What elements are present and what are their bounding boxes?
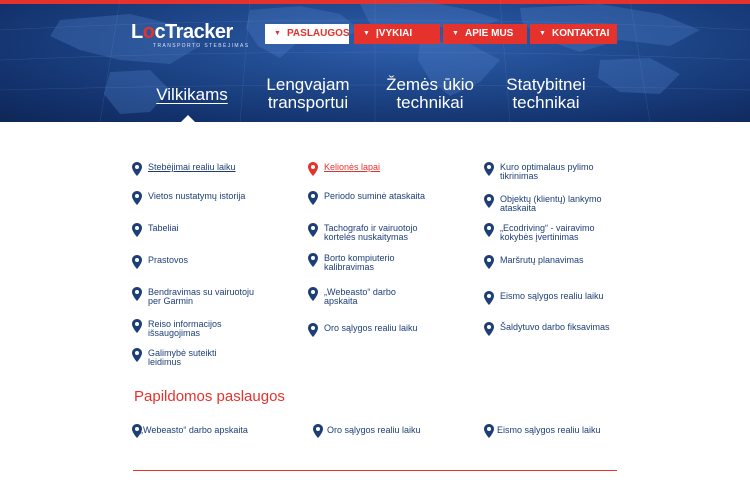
service-label: Kelionės lapai [324, 162, 381, 172]
category-label-line1: Statybitnei [506, 75, 586, 94]
nav-button-ivykiai[interactable] [354, 24, 440, 44]
service-label: Borto kompiuterio kalibravimas [324, 253, 395, 272]
additional-services-title: Papildomos paslaugos [134, 388, 285, 405]
header-banner [0, 0, 750, 122]
service-label: Galimybė suteikti leidimus [148, 348, 217, 367]
category-tab-lengvajam-transportui[interactable] [258, 76, 358, 112]
service-label: Maršrutų planavimas [500, 255, 584, 265]
service-label: Vietos nustatymų istorija [148, 191, 246, 201]
category-tab-vilkikams[interactable] [150, 86, 234, 104]
nav-button-paslaugos[interactable] [265, 24, 349, 44]
chevron-down-icon: ▼ [274, 30, 281, 37]
service-label: Reiso informacijos išsaugojimas [148, 319, 222, 338]
service-label: Objektų (klientų) lankymo ataskaita [500, 194, 602, 213]
service-label: Kuro optimalaus pylimo tikrinimas [500, 162, 594, 181]
additional-service-label: „Webeasto“ darbo apskaita [140, 425, 248, 435]
service-label: „Ecodriving“ - vairavimo kokybės įvertinimas [500, 223, 595, 242]
nav-label: PASLAUGOS [287, 28, 350, 39]
location-pin-icon [308, 253, 318, 267]
location-pin-icon [132, 162, 142, 176]
chevron-down-icon: ▼ [539, 30, 546, 37]
service-label: Šaldytuvo darbo fiksavimas [500, 322, 610, 332]
chevron-down-icon: ▼ [363, 30, 370, 37]
service-label: Tachografo ir vairuotojo kortelės nuskaitymas [324, 223, 418, 242]
category-tab-zemes-ukio-technikai[interactable] [380, 76, 480, 112]
location-pin-icon [484, 194, 494, 208]
nav-label: ĮVYKIAI [376, 28, 413, 39]
location-pin-icon [308, 223, 318, 237]
location-pin-icon [132, 191, 142, 205]
service-label: Periodo suminė ataskaita [324, 191, 426, 201]
category-navigation [0, 76, 750, 122]
category-label-line1: Lengvajam [266, 75, 350, 94]
location-pin-icon [132, 287, 142, 301]
nav-button-apie-mus[interactable] [443, 24, 527, 44]
loctracker-logo[interactable] [131, 22, 249, 49]
logo-tagline: TRANSPORTO STEBĖJIMAS [153, 43, 250, 49]
category-label-line1: Žemės ūkio [386, 75, 474, 94]
service-label: Bendravimas su vairuotoju per Garmin [148, 287, 255, 306]
service-label: Stebėjimai realiu laiku [148, 162, 236, 172]
location-pin-icon [308, 323, 318, 337]
location-pin-icon [132, 348, 142, 362]
service-label: Eismo sąlygos realiu laiku [500, 291, 604, 301]
category-label-line2: technikai [512, 93, 580, 112]
location-pin-icon [308, 162, 318, 176]
active-category-pointer [181, 115, 195, 122]
additional-service-label: Eismo sąlygos realiu laiku [497, 425, 601, 435]
logo-wordmark: LocTracker [131, 21, 233, 43]
location-pin-icon [484, 291, 494, 305]
location-pin-icon [308, 191, 318, 205]
service-label: „Webeasto“ darbo apskaita [324, 287, 396, 306]
location-pin-icon [132, 223, 142, 237]
location-pin-icon [484, 255, 494, 269]
location-pin-icon [308, 287, 318, 301]
nav-button-kontaktai[interactable] [530, 24, 617, 44]
service-label: Prastovos [148, 255, 189, 265]
category-label: Vilkikams [156, 85, 228, 104]
service-label: Oro sąlygos realiu laiku [324, 323, 418, 333]
category-label-line2: transportui [267, 93, 349, 112]
location-pin-icon [484, 322, 494, 336]
nav-label: KONTAKTAI [552, 28, 610, 39]
chevron-down-icon: ▼ [452, 30, 459, 37]
additional-service-label: Oro sąlygos realiu laiku [327, 425, 421, 435]
nav-label: APIE MUS [465, 28, 514, 39]
location-pin-icon [484, 424, 494, 438]
service-label: Tabeliai [148, 223, 179, 233]
category-label-line2: technikai [396, 93, 464, 112]
section-divider [133, 470, 617, 471]
location-pin-icon [484, 162, 494, 176]
location-pin-icon [132, 319, 142, 333]
location-pin-icon [313, 424, 323, 438]
location-pin-icon [132, 255, 142, 269]
category-tab-statybitnei-technikai[interactable] [496, 76, 596, 112]
location-pin-icon [484, 223, 494, 237]
